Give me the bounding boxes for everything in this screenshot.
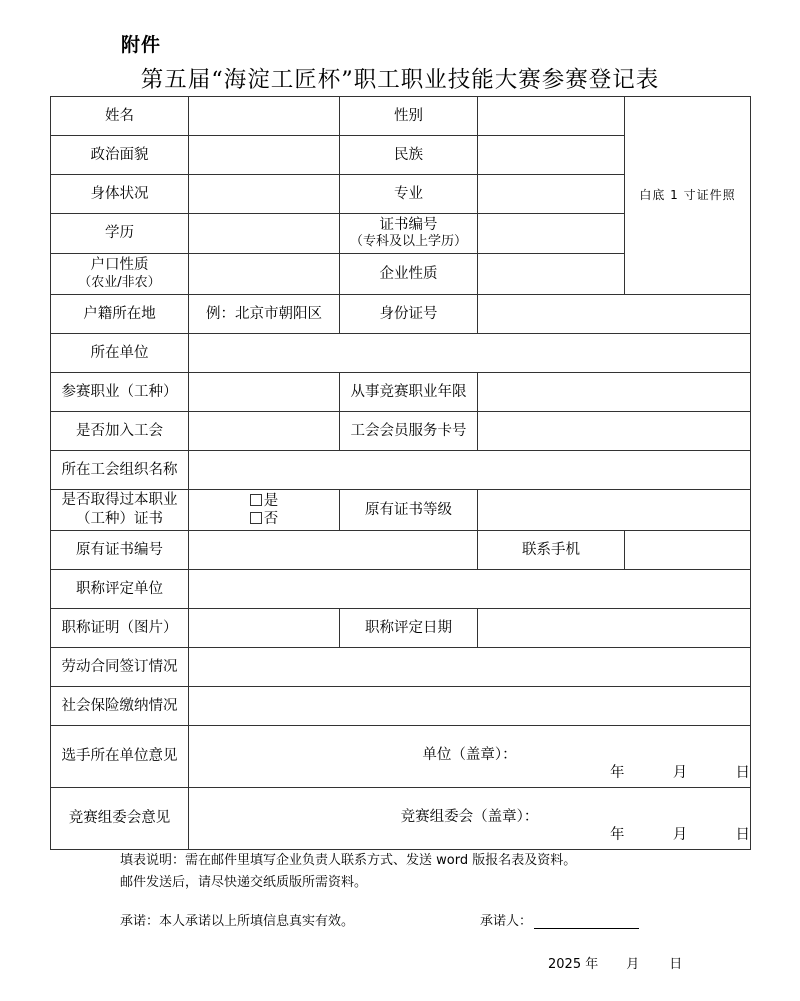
unit-date-month: 月 xyxy=(672,765,688,782)
sign-date-year: 2025 年 xyxy=(548,957,599,972)
label-committee-opinion: 竞赛组委会意见 xyxy=(51,788,189,850)
label-union-member: 是否加入工会 xyxy=(51,412,189,451)
field-education[interactable] xyxy=(189,214,340,254)
label-hukou-type-note: （农业/非农） xyxy=(78,274,161,290)
committee-stamp-label: 竞赛组委会（盖章）： xyxy=(400,809,539,825)
instruction-line-1: 填表说明：需在邮件里填写企业负责人联系方式、发送 word 版报名表及资料。 xyxy=(120,853,577,868)
label-health: 身体状况 xyxy=(51,175,189,214)
field-phone[interactable] xyxy=(625,531,751,570)
label-union-card: 工会会员服务卡号 xyxy=(340,412,478,451)
field-union-org[interactable] xyxy=(189,451,751,490)
field-title-proof[interactable] xyxy=(189,609,340,648)
sign-date-month: 月 xyxy=(626,957,640,972)
label-occupation: 参赛职业（工种） xyxy=(51,373,189,412)
label-major: 专业 xyxy=(340,175,478,214)
label-unit-opinion: 选手所在单位意见 xyxy=(51,726,189,788)
field-unit-opinion[interactable] xyxy=(189,726,751,788)
field-occupation[interactable] xyxy=(189,373,340,412)
unit-date-day: 日 xyxy=(735,765,750,782)
field-ethnicity[interactable] xyxy=(478,136,625,175)
committee-date-day: 日 xyxy=(735,827,750,844)
unit-opinion-date xyxy=(610,764,750,783)
pledger-label: 承诺人： xyxy=(480,914,533,929)
signature-line[interactable] xyxy=(534,914,639,929)
field-union-card[interactable] xyxy=(478,412,751,451)
sign-date xyxy=(548,953,682,972)
field-cert-no[interactable] xyxy=(478,214,625,254)
label-title-date: 职称评定日期 xyxy=(340,609,478,648)
label-orig-cert-no: 原有证书编号 xyxy=(51,531,189,570)
label-id-number: 身份证号 xyxy=(340,295,478,334)
label-hukou-type-text: 户口性质 xyxy=(90,257,149,274)
label-social-insurance: 社会保险缴纳情况 xyxy=(51,687,189,726)
field-title-org[interactable] xyxy=(189,570,751,609)
option-yes[interactable] xyxy=(250,492,279,510)
label-hukou-location: 户籍所在地 xyxy=(51,295,189,334)
attachment-label: 附件 xyxy=(121,34,162,56)
field-id-number[interactable] xyxy=(478,295,751,334)
label-education: 学历 xyxy=(51,214,189,254)
label-enterprise-type: 企业性质 xyxy=(340,254,478,295)
field-employer[interactable] xyxy=(189,334,751,373)
field-orig-level[interactable] xyxy=(478,490,751,531)
label-name: 姓名 xyxy=(51,97,189,136)
field-health[interactable] xyxy=(189,175,340,214)
pledger-signature xyxy=(480,910,639,929)
label-title-proof: 职称证明（图片） xyxy=(51,609,189,648)
field-name[interactable] xyxy=(189,97,340,136)
label-phone: 联系手机 xyxy=(478,531,625,570)
committee-date-month: 月 xyxy=(672,827,688,844)
option-yes-label: 是 xyxy=(263,492,279,509)
field-has-cert xyxy=(189,490,340,531)
field-enterprise-type[interactable] xyxy=(478,254,625,295)
label-orig-level: 原有证书等级 xyxy=(340,490,478,531)
checkbox-no[interactable] xyxy=(250,512,262,524)
field-major[interactable] xyxy=(478,175,625,214)
sign-date-day: 日 xyxy=(669,957,683,972)
field-labor-contract[interactable] xyxy=(189,648,751,687)
field-years[interactable] xyxy=(478,373,751,412)
label-cert-no-note: （专科及以上学历） xyxy=(349,234,467,250)
label-union-org: 所在工会组织名称 xyxy=(51,451,189,490)
committee-opinion-date xyxy=(610,826,750,845)
label-political: 政治面貌 xyxy=(51,136,189,175)
label-gender: 性别 xyxy=(340,97,478,136)
field-hukou-location[interactable]: 例：北京市朝阳区 xyxy=(189,295,340,334)
field-social-insurance[interactable] xyxy=(189,687,751,726)
form-title: 第五届“海淀工匠杯”职工职业技能大赛参赛登记表 xyxy=(140,67,660,93)
field-title-date[interactable] xyxy=(478,609,751,648)
label-has-cert-line2: （工种）证书 xyxy=(76,511,163,527)
label-cert-no xyxy=(340,214,478,254)
option-no[interactable] xyxy=(250,510,279,528)
instruction-line-2: 邮件发送后，请尽快递交纸质版所需资料。 xyxy=(120,875,368,890)
label-has-cert xyxy=(51,490,189,531)
label-employer: 所在单位 xyxy=(51,334,189,373)
field-political[interactable] xyxy=(189,136,340,175)
unit-stamp-label: 单位（盖章）： xyxy=(422,747,517,763)
field-committee-opinion[interactable] xyxy=(189,788,751,850)
label-hukou-type xyxy=(51,254,189,295)
label-title-org: 职称评定单位 xyxy=(51,570,189,609)
photo-placeholder[interactable]: 白底 1 寸证件照 xyxy=(625,97,751,295)
registration-form-table xyxy=(50,96,751,850)
field-gender[interactable] xyxy=(478,97,625,136)
label-labor-contract: 劳动合同签订情况 xyxy=(51,648,189,687)
fill-instructions xyxy=(120,850,576,894)
checkbox-yes[interactable] xyxy=(250,494,262,506)
field-hukou-type[interactable] xyxy=(189,254,340,295)
field-union-member[interactable] xyxy=(189,412,340,451)
option-no-label: 否 xyxy=(263,510,279,527)
label-has-cert-line1: 是否取得过本职业 xyxy=(61,492,178,509)
label-years: 从事竞赛职业年限 xyxy=(340,373,478,412)
label-cert-no-text: 证书编号 xyxy=(379,216,438,233)
unit-date-year: 年 xyxy=(610,765,625,782)
label-ethnicity: 民族 xyxy=(340,136,478,175)
field-orig-cert-no[interactable] xyxy=(189,531,478,570)
pledge-statement: 承诺：本人承诺以上所填信息真实有效。 xyxy=(120,914,355,929)
committee-date-year: 年 xyxy=(610,827,625,844)
